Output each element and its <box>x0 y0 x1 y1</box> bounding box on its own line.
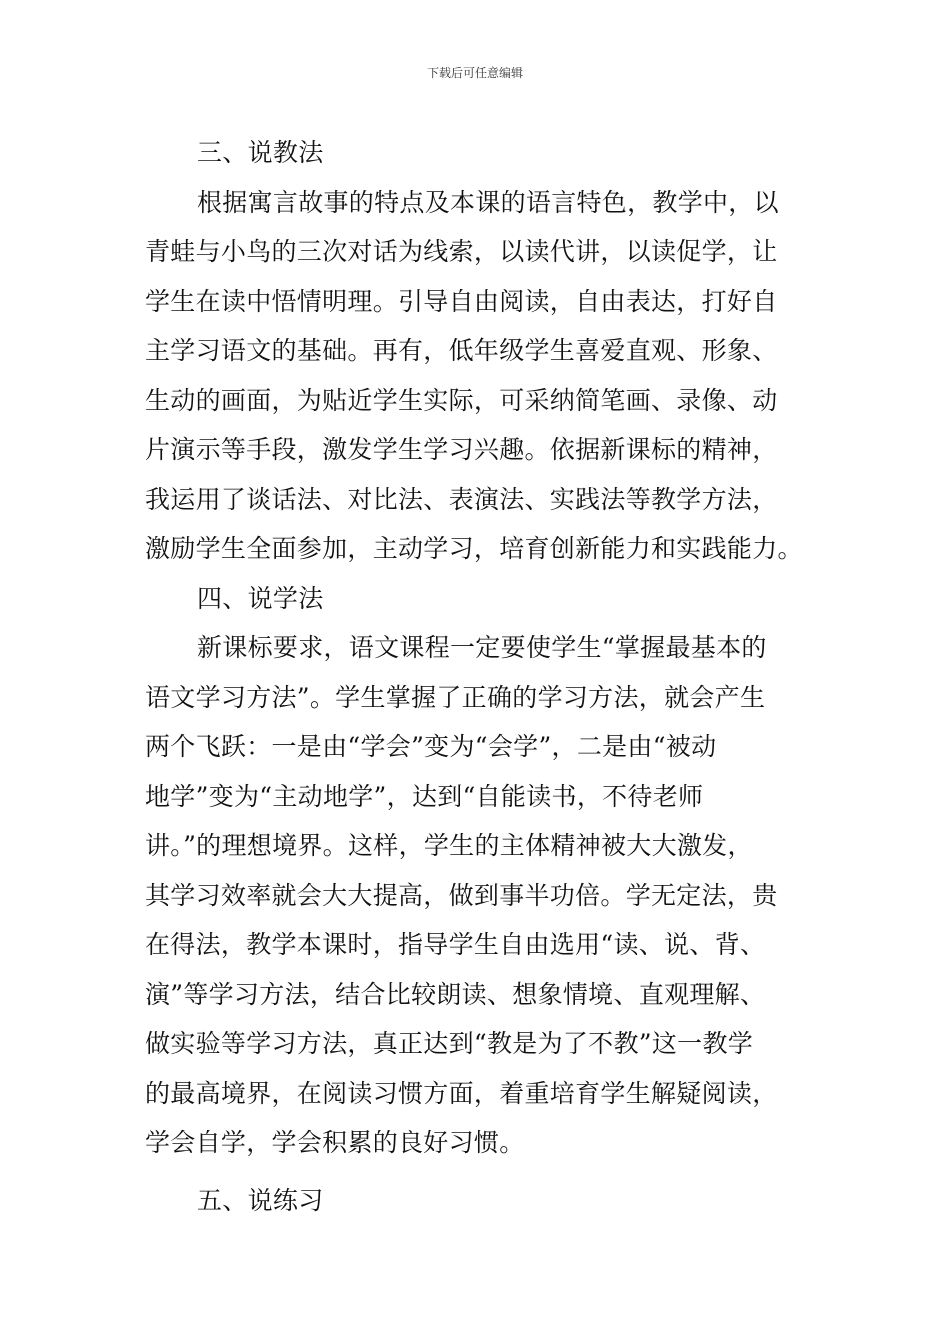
paragraph-line: 青蛙与小鸟的三次对话为线索，以读代讲，以读促学，让 <box>145 237 778 266</box>
paragraph-line: 做实验等学习方法，真正达到“教是为了不教”这一教学 <box>145 1029 754 1058</box>
paragraph-line: 的最高境界，在阅读习惯方面，着重培育学生解疑阅读， <box>145 1078 778 1108</box>
section-heading-exercises: 五、说练习 <box>197 1185 324 1215</box>
paragraph-line: 根据寓言故事的特点及本课的语言特色，教学中，以 <box>197 187 779 217</box>
paragraph-line: 生动的画面，为贴近学生实际，可采纳简笔画、录像、动 <box>145 385 778 415</box>
paragraph-line: 地学”变为“主动地学”，达到“自能读书，不待老师 <box>145 781 704 811</box>
paragraph-line: 语文学习方法”。学生掌握了正确的学习方法，就会产生 <box>145 682 766 712</box>
section-heading-teaching-method: 三、说教法 <box>197 138 324 167</box>
paragraph-line: 其学习效率就会大大提高，做到事半功倍。学无定法，贵 <box>145 880 778 910</box>
paragraph-learning-method <box>145 623 810 1168</box>
paragraph-line: 在得法，教学本课时，指导学生自由选用“读、说、背、 <box>145 930 766 959</box>
paragraph-line: 片演示等手段，激发学生学习兴趣。依据新课标的精神， <box>145 435 778 464</box>
paragraph-line: 学生在读中悟情明理。引导自由阅读，自由表达，打好自 <box>145 286 778 316</box>
paragraph-line: 演”等学习方法，结合比较朗读、想象情境、直观理解、 <box>145 979 766 1009</box>
page-header: 下载后可任意编辑 <box>426 66 523 80</box>
paragraph-line: 新课标要求，语文课程一定要使学生“掌握最基本的 <box>197 633 767 662</box>
section-spacer <box>145 1168 810 1176</box>
document-body <box>145 128 810 1225</box>
paragraph-teaching-method <box>145 178 810 574</box>
paragraph-line: 主学习语文的基础。再有，低年级学生喜爱直观、形象、 <box>145 336 778 365</box>
paragraph-line: 激励学生全面参加，主动学习，培育创新能力和实践能力。 <box>145 534 803 563</box>
paragraph-line: 我运用了谈话法、对比法、表演法、实践法等教学方法， <box>145 484 778 514</box>
paragraph-line: 学会自学，学会积累的良好习惯。 <box>145 1128 525 1157</box>
paragraph-line: 讲。”的理想境界。这样，学生的主体精神被大大激发， <box>145 831 753 860</box>
section-heading-learning-method: 四、说学法 <box>197 583 324 613</box>
paragraph-line: 两个飞跃：一是由“学会”变为“会学”，二是由“被动 <box>145 732 717 761</box>
